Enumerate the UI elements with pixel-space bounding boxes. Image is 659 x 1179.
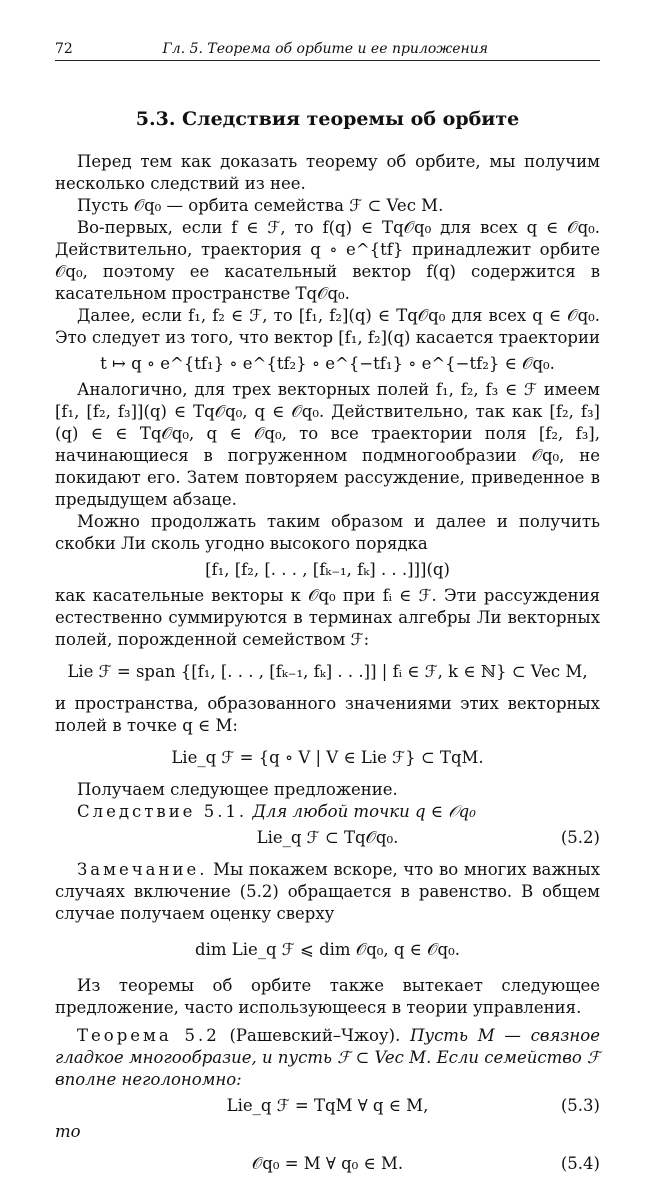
paragraph-higher-brackets: Можно продолжать таким образом и далее и получить скобки Ли сколь угодно высокого порядка	[55, 512, 600, 553]
equation-5-2-body: Lie_q ℱ ⊂ Tq𝒪q₀.	[256, 828, 399, 847]
running-title: Гл. 5. Теорема об орбите и ее приложения	[162, 41, 488, 57]
section-title: 5.3. Следствия теоремы об орбите	[135, 108, 520, 130]
paragraph-orbit-definition: Пусть 𝒪q₀ — орбита семейства ℱ ⊂ Vec M.	[77, 196, 444, 215]
book-page	[55, 40, 600, 1179]
theorem-label: Теорема 5.2	[77, 1026, 220, 1045]
remark-label: Замечание.	[77, 860, 208, 879]
corollary-label: Следствие 5.1.	[77, 802, 248, 821]
equation-bracket: [f₁, [f₂, [. . . , [fₖ₋₁, fₖ] . . .]]](q)	[205, 560, 450, 579]
equation-5-3	[55, 1095, 600, 1117]
then-word: то	[55, 1122, 81, 1141]
remark	[55, 859, 600, 925]
equation-5-3-number: (5.3)	[560, 1096, 600, 1115]
theorem-5-2	[55, 1025, 600, 1091]
paragraph-proposition-lead: Получаем следующее предложение.	[77, 780, 398, 799]
paragraph-values-space: и пространства, образованного значениями этих векторных полей в точке q ∈ M:	[55, 694, 600, 735]
page-number: 72	[55, 41, 73, 57]
equation-5-4	[55, 1153, 600, 1175]
theorem-author: (Рашевский–Чжоу).	[229, 1026, 401, 1045]
equation-5-4-number: (5.4)	[560, 1154, 600, 1173]
theorem-text: Пусть M — связное гладкое многообразие, и пусть ℱ ⊂ Vec M. Если семейство ℱ вполне неголономно:	[55, 1026, 600, 1089]
corollary-text: Для любой точки q ∈ 𝒪q₀	[252, 802, 476, 821]
equation-5-3-body: Lie_q ℱ = TqM ∀ q ∈ M,	[226, 1096, 429, 1115]
equation-lie-q: Lie_q ℱ = {q ∘ V | V ∈ Lie ℱ} ⊂ TqM.	[171, 748, 484, 767]
paragraph-intro: Перед тем как доказать теорему об орбите, мы получим несколько следствий из нее.	[55, 152, 600, 193]
equation-5-2-number: (5.2)	[560, 828, 600, 847]
paragraph-second-consequence: Далее, если f₁, f₂ ∈ ℱ, то [f₁, f₂](q) ∈ Tq𝒪q₀ для всех q ∈ 𝒪q₀. Это следует из того, что вектор [f₁, f₂](q) касается траектории	[55, 306, 600, 347]
equation-lie-span: Lie ℱ = span {[f₁, [. . . , [fₖ₋₁, fₖ] . . .]] | fᵢ ∈ ℱ, k ∈ ℕ} ⊂ Vec M,	[67, 662, 588, 681]
corollary-5-1	[55, 801, 600, 823]
equation-5-2	[55, 827, 600, 849]
paragraph-lie-algebra: как касательные векторы к 𝒪q₀ при fᵢ ∈ ℱ. Эти рассуждения естественно суммируются в терминах алгебры Ли векторных полей, порожденной семейством ℱ:	[55, 586, 600, 649]
paragraph-three-fields: Аналогично, для трех векторных полей f₁, f₂, f₃ ∈ ℱ имеем [f₁, [f₂, f₃]](q) ∈ Tq𝒪q₀, q ∈ 𝒪q₀. Действительно, так как [f₂, f₃](q) ∈ ∈ Tq𝒪q₀, q ∈ 𝒪q₀, то все траектории поля [f₂, f₃], начинающиеся в погруженном подмногообразии 𝒪q₀, не покидают его. Затем повторяем рассуждение, приведенное в предыдущем абзаце.	[55, 380, 600, 509]
equation-dim-estimate: dim Lie_q ℱ ⩽ dim 𝒪q₀, q ∈ 𝒪q₀.	[195, 940, 460, 959]
paragraph-control-theory: Из теоремы об орбите также вытекает следующее предложение, часто использующееся в теории управления.	[55, 976, 600, 1017]
equation-trajectory: t ↦ q ∘ e^{tf₁} ∘ e^{tf₂} ∘ e^{−tf₁} ∘ e^{−tf₂} ∈ 𝒪q₀.	[100, 354, 555, 373]
remark-text: Мы покажем вскоре, что во многих важных случаях включение (5.2) обращается в равенство. В общем случае получаем оценку сверху	[55, 860, 600, 923]
equation-5-4-body: 𝒪q₀ = M ∀ q₀ ∈ M.	[251, 1154, 404, 1173]
page-header	[55, 40, 600, 61]
paragraph-first-consequence: Во-первых, если f ∈ ℱ, то f(q) ∈ Tq𝒪q₀ для всех q ∈ 𝒪q₀. Действительно, траектория q ∘ e^{tf} принадлежит орбите 𝒪q₀, поэтому ее касательный вектор f(q) содержится в касательном пространстве Tq𝒪q₀.	[55, 218, 600, 303]
